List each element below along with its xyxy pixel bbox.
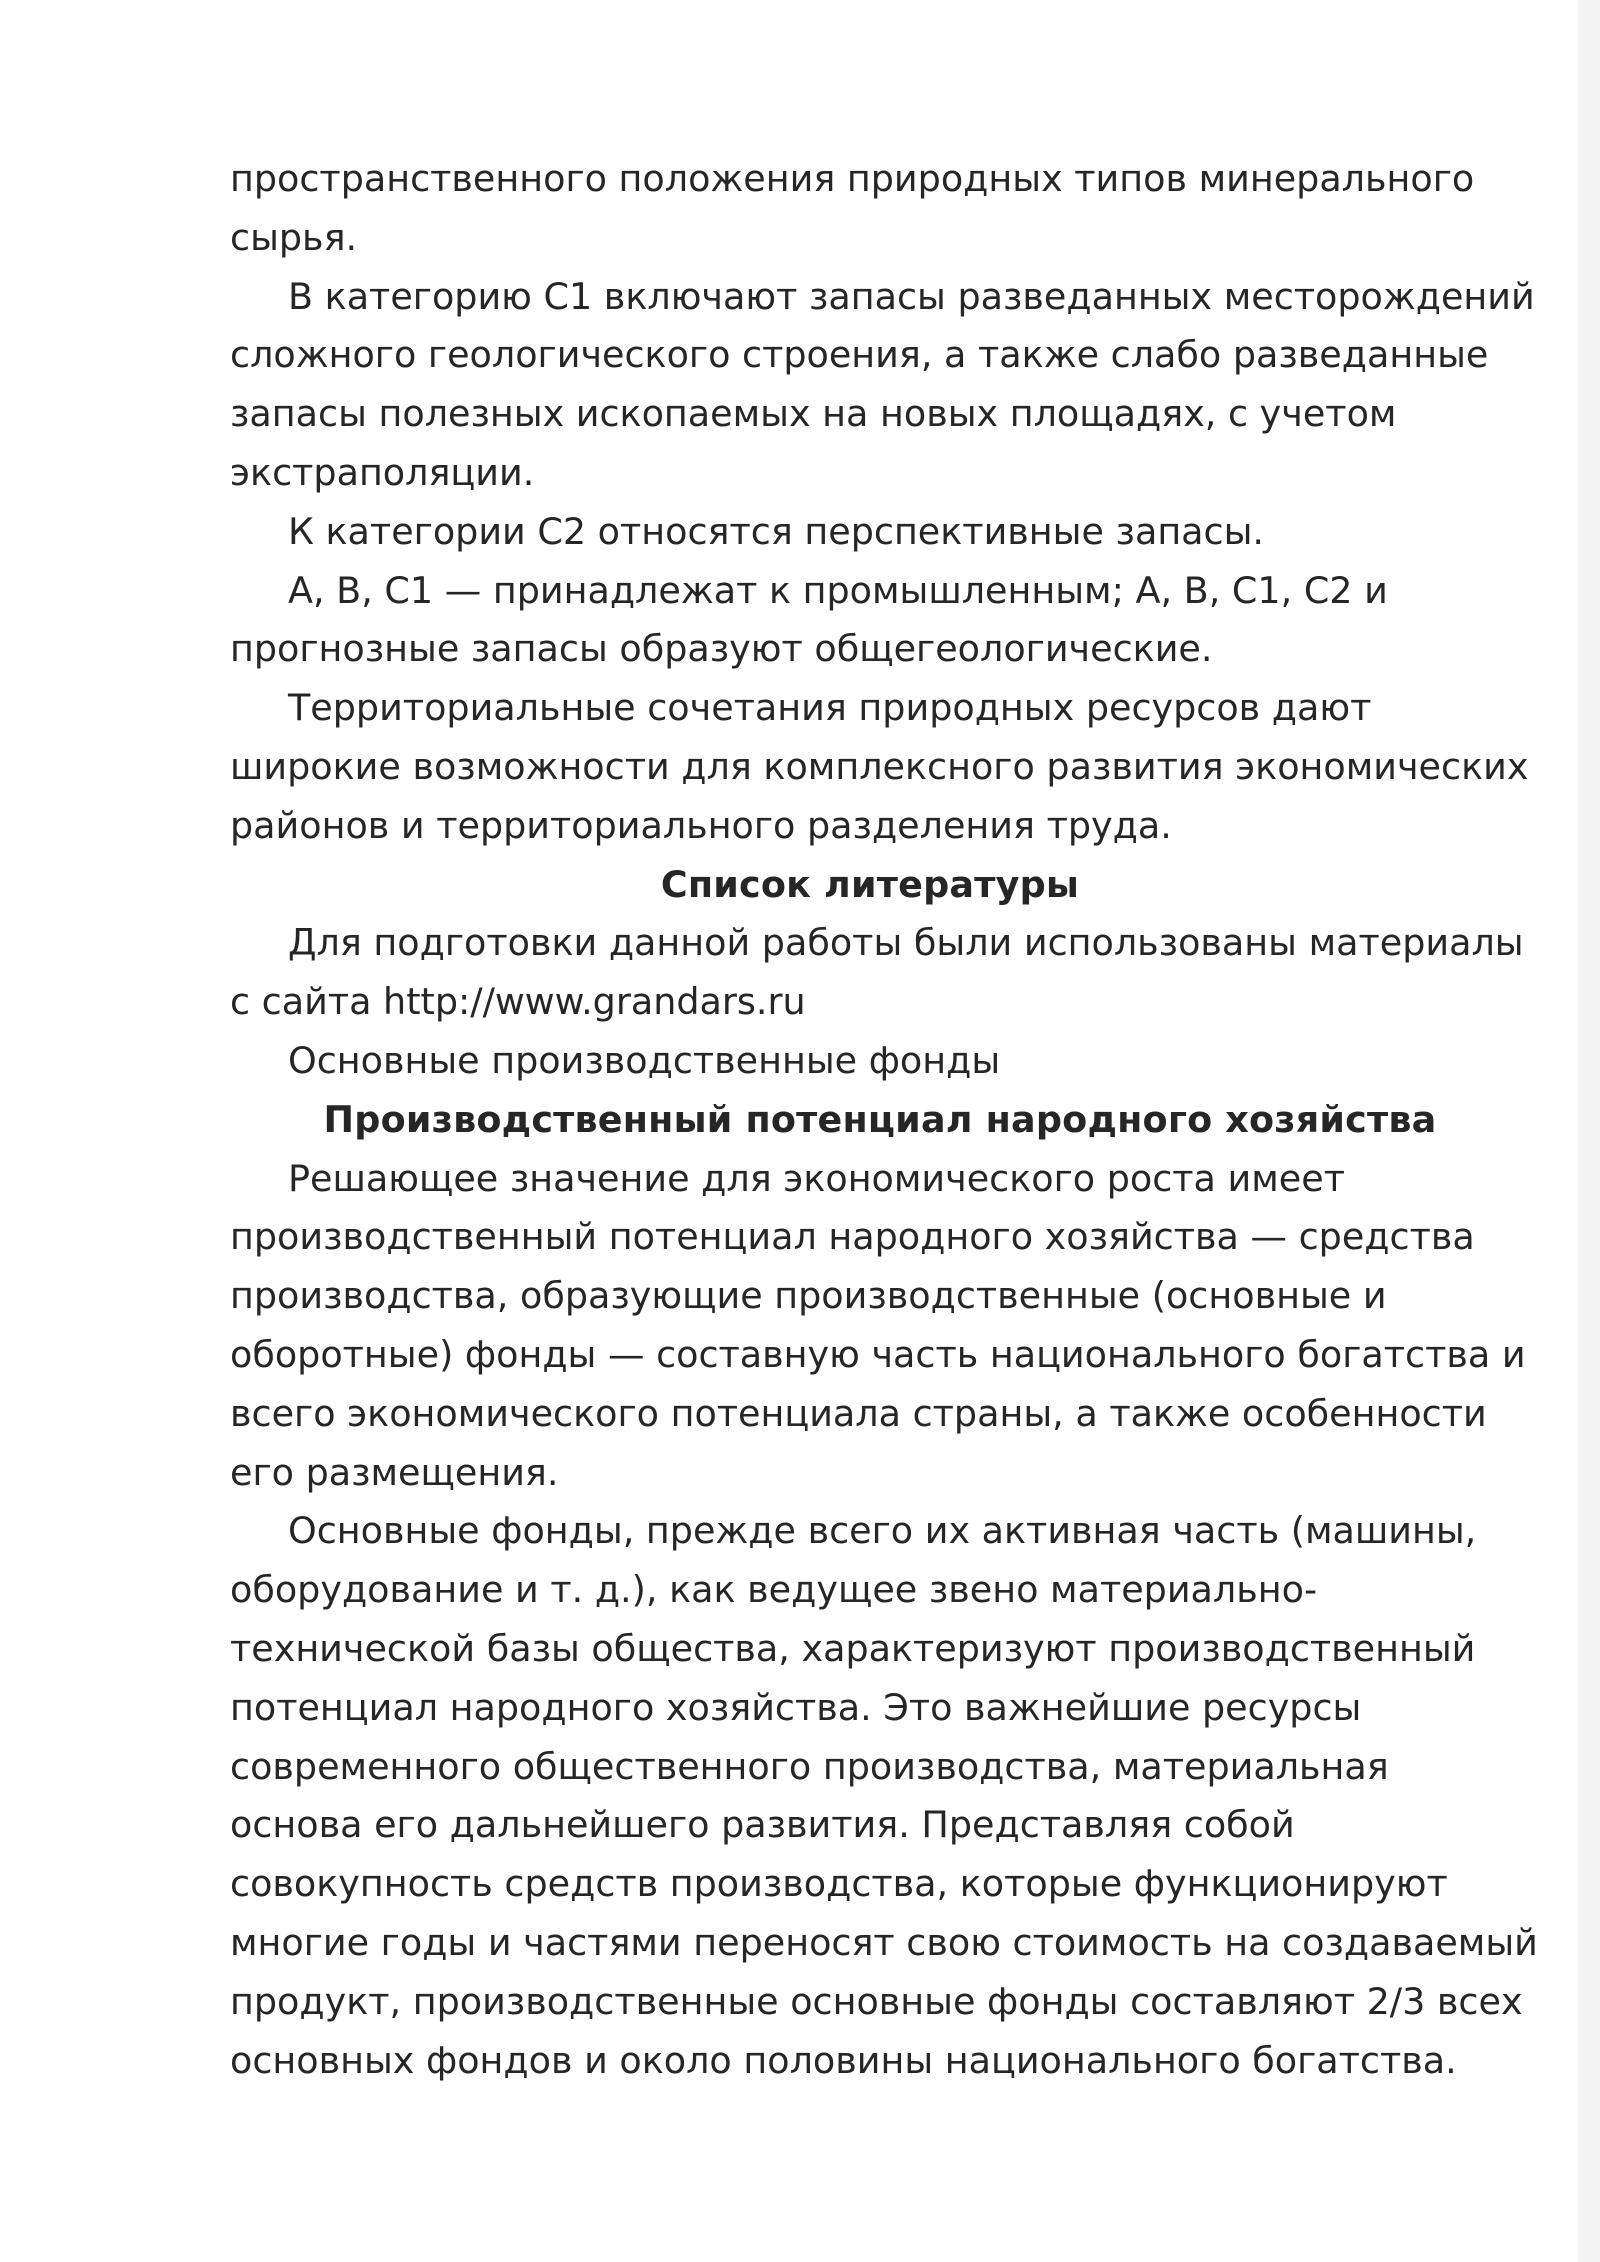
page-edge: [1578, 0, 1600, 2262]
text-line: всего экономического потенциала страны, а также особенности: [230, 1391, 1487, 1435]
text-line: Решающее значение для экономического роста имеет: [288, 1156, 1345, 1200]
text-line: технической базы общества, характеризуют производственный: [230, 1626, 1476, 1670]
text-line: В категорию С1 включают запасы разведанных месторождений: [288, 274, 1535, 318]
document-body: [230, 150, 1538, 2090]
paragraph-main-funds-title: [230, 1032, 1490, 1091]
paragraph-continuation: [230, 150, 1490, 268]
paragraph-territorial-combinations: [230, 679, 1529, 855]
text-line: с сайта http://www.grandars.ru: [230, 980, 806, 1024]
text-line: Основные фонды, прежде всего их активная часть (машины,: [288, 1509, 1477, 1553]
text-line: совокупность средств производства, которые функционируют: [230, 1862, 1448, 1906]
text-line: А, В, С1 — принадлежат к промышленным; А, В, С1, С2 и: [288, 568, 1388, 612]
text-line: К категории С2 относятся перспективные запасы.: [288, 509, 1265, 553]
section-heading-literature: Список литературы: [660, 862, 1080, 906]
text-line: сложного геологического строения, а также слабо разведанные: [230, 333, 1489, 377]
paragraph-industrial-reserves: [230, 562, 1490, 680]
text-line: производственный потенциал народного хозяйства — средства: [230, 1215, 1475, 1259]
text-line: основных фондов и около половины национального богатства.: [230, 2038, 1457, 2082]
text-line: широкие возможности для комплексного развития экономических: [230, 744, 1529, 788]
text-line: основа его дальнейшего развития. Представляя собой: [230, 1803, 1295, 1847]
text-line: его размещения.: [230, 1450, 559, 1494]
text-line: Основные производственные фонды: [288, 1038, 1001, 1082]
text-line: Для подготовки данной работы были использованы материалы: [288, 921, 1524, 965]
text-line: прогнозные запасы образуют общегеологические.: [230, 627, 1213, 671]
section-heading-production-potential: Производственный потенциал народного хозяйства: [323, 1097, 1437, 1141]
text-line: современного общественного производства, материальная: [230, 1744, 1389, 1788]
paragraph-category-c1: [230, 268, 1535, 503]
text-line: многие годы и частями переносят свою стоимость на создаваемый: [230, 1920, 1538, 1964]
text-line: районов и территориального разделения труда.: [230, 803, 1172, 847]
text-line: Территориальные сочетания природных ресурсов дают: [288, 686, 1372, 730]
text-line: производства, образующие производственные (основные и: [230, 1274, 1387, 1318]
text-line: оборотные) фонды — составную часть национального богатства и: [230, 1332, 1526, 1376]
text-line: продукт, производственные основные фонды составляют 2/3 всех: [230, 1979, 1523, 2023]
text-line: потенциал народного хозяйства. Это важнейшие ресурсы: [230, 1685, 1362, 1729]
paragraph-category-c2: [230, 503, 1490, 562]
text-line: сырья.: [230, 215, 358, 259]
text-line: оборудование и т. д.), как ведущее звено материально-: [230, 1568, 1318, 1612]
paragraph-decisive-significance: [230, 1150, 1526, 1503]
text-line: пространственного положения природных типов минерального: [230, 157, 1475, 200]
text-line: экстраполяции.: [230, 450, 535, 494]
text-line: запасы полезных ископаемых на новых площадях, с учетом: [230, 392, 1397, 436]
paragraph-sources: [230, 914, 1524, 1032]
paragraph-main-funds: [230, 1502, 1538, 2090]
